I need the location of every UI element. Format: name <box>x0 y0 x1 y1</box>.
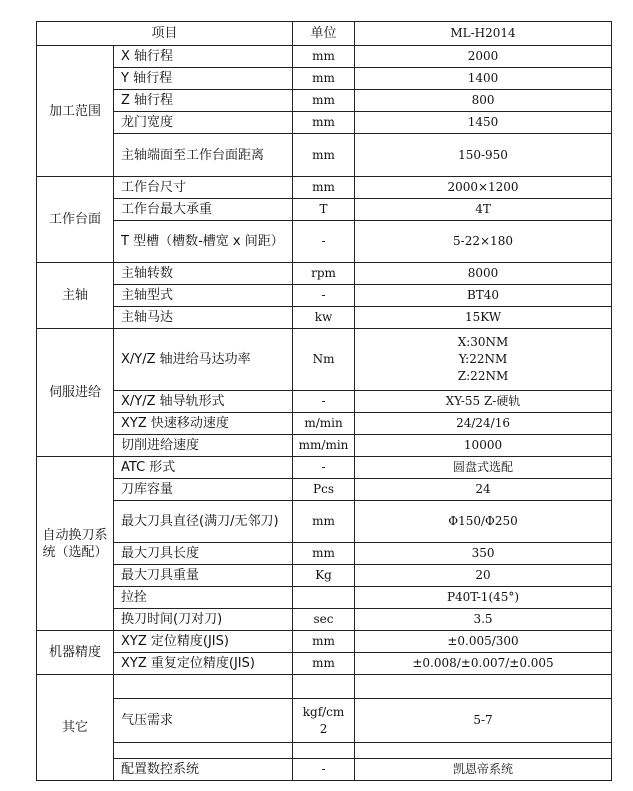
row-item: 气压需求 <box>114 699 293 743</box>
header-unit: 单位 <box>293 22 355 46</box>
spec-sheet <box>36 21 611 781</box>
row-item: 龙门宽度 <box>114 112 293 134</box>
row-value: 24 <box>355 479 612 501</box>
row-unit: sec <box>293 609 355 631</box>
row-unit-empty <box>293 675 355 699</box>
row-item: X 轴行程 <box>114 46 293 68</box>
row-value: 4T <box>355 199 612 221</box>
row-value: 圆盘式选配 <box>355 457 612 479</box>
row-unit: - <box>293 285 355 307</box>
row-unit: - <box>293 391 355 413</box>
group-spindle: 主轴 <box>37 263 114 329</box>
row-unit: mm <box>293 501 355 543</box>
row-value: 5-22×180 <box>355 221 612 263</box>
row-unit: Pcs <box>293 479 355 501</box>
table-row <box>37 479 612 501</box>
group-precision: 机器精度 <box>37 631 114 675</box>
table-row <box>37 501 612 543</box>
row-item: 主轴端面至工作台面距离 <box>114 134 293 177</box>
row-value: 15KW <box>355 307 612 329</box>
row-unit: mm <box>293 631 355 653</box>
table-row <box>37 221 612 263</box>
row-value: 8000 <box>355 263 612 285</box>
row-value: 800 <box>355 90 612 112</box>
feed-motor-z: Z:22NM <box>457 369 509 383</box>
row-unit: mm <box>293 46 355 68</box>
table-row <box>37 391 612 413</box>
row-value: 24/24/16 <box>355 413 612 435</box>
row-value: 2000×1200 <box>355 177 612 199</box>
row-item-empty <box>114 743 293 759</box>
table-row <box>37 743 612 759</box>
group-atc: 自动换刀系统（选配） <box>37 457 114 631</box>
row-value: BT40 <box>355 285 612 307</box>
row-unit: m/min <box>293 413 355 435</box>
row-item: Z 轴行程 <box>114 90 293 112</box>
row-value: ±0.005/300 <box>355 631 612 653</box>
row-value-empty <box>355 675 612 699</box>
row-unit: mm <box>293 177 355 199</box>
table-row <box>37 90 612 112</box>
row-unit: mm <box>293 134 355 177</box>
row-value: 1450 <box>355 112 612 134</box>
row-unit: - <box>293 759 355 781</box>
row-unit-empty <box>293 743 355 759</box>
row-item: 配置数控系统 <box>114 759 293 781</box>
row-unit: mm/min <box>293 435 355 457</box>
header-row <box>37 22 612 46</box>
table-row <box>37 543 612 565</box>
row-unit: T <box>293 199 355 221</box>
table-row <box>37 329 612 391</box>
table-row <box>37 699 612 743</box>
row-unit: mm <box>293 653 355 675</box>
row-item: 最大刀具重量 <box>114 565 293 587</box>
row-unit: mm <box>293 112 355 134</box>
row-value: 350 <box>355 543 612 565</box>
group-servo-feed: 伺服进给 <box>37 329 114 457</box>
row-item: 主轴马达 <box>114 307 293 329</box>
row-unit: mm <box>293 543 355 565</box>
row-unit: mm <box>293 90 355 112</box>
row-item: XYZ 快速移动速度 <box>114 413 293 435</box>
row-unit: mm <box>293 68 355 90</box>
row-value: XY-55 Z-硬轨 <box>355 391 612 413</box>
row-value: 5-7 <box>355 699 612 743</box>
row-value <box>355 329 612 391</box>
table-row <box>37 307 612 329</box>
row-item: 刀库容量 <box>114 479 293 501</box>
feed-motor-x: X:30NM <box>457 335 509 349</box>
row-value: 2000 <box>355 46 612 68</box>
row-item: ATC 形式 <box>114 457 293 479</box>
row-unit: - <box>293 221 355 263</box>
row-value: P40T-1(45°) <box>355 587 612 609</box>
row-value: 150-950 <box>355 134 612 177</box>
row-item: T 型槽（槽数-槽宽 x 间距） <box>114 221 293 263</box>
row-value-empty <box>355 743 612 759</box>
row-unit: kw <box>293 307 355 329</box>
row-item: 主轴转数 <box>114 263 293 285</box>
group-worktable: 工作台面 <box>37 177 114 263</box>
row-item-empty <box>114 675 293 699</box>
row-item: 工作台尺寸 <box>114 177 293 199</box>
table-row <box>37 609 612 631</box>
table-row <box>37 199 612 221</box>
table-row <box>37 46 612 68</box>
row-item: 主轴型式 <box>114 285 293 307</box>
row-item: 拉拴 <box>114 587 293 609</box>
table-row <box>37 413 612 435</box>
table-row <box>37 435 612 457</box>
row-value: 3.5 <box>355 609 612 631</box>
row-item: 最大刀具长度 <box>114 543 293 565</box>
table-row <box>37 177 612 199</box>
table-row <box>37 587 612 609</box>
spec-table <box>36 21 612 781</box>
row-item: XYZ 重复定位精度(JIS) <box>114 653 293 675</box>
row-value: 10000 <box>355 435 612 457</box>
row-item: 最大刀具直径(满刀/无邻刀) <box>114 501 293 543</box>
table-row <box>37 68 612 90</box>
row-item: X/Y/Z 轴导轨形式 <box>114 391 293 413</box>
row-unit: - <box>293 457 355 479</box>
group-machining-range: 加工范围 <box>37 46 114 177</box>
row-item: XYZ 定位精度(JIS) <box>114 631 293 653</box>
row-unit: Nm <box>293 329 355 391</box>
header-item: 项目 <box>37 22 293 46</box>
row-item: 切削进给速度 <box>114 435 293 457</box>
row-unit: Kg <box>293 565 355 587</box>
table-row <box>37 565 612 587</box>
row-item: 工作台最大承重 <box>114 199 293 221</box>
row-unit <box>293 699 355 743</box>
table-row <box>37 112 612 134</box>
table-row <box>37 631 612 653</box>
row-item: 换刀时间(刀对刀) <box>114 609 293 631</box>
header-model: ML-H2014 <box>355 22 612 46</box>
table-row <box>37 759 612 781</box>
row-value: Φ150/Φ250 <box>355 501 612 543</box>
air-unit-line1: kgf/cm <box>302 704 345 719</box>
air-unit-line2: 2 <box>319 721 328 736</box>
row-unit <box>293 587 355 609</box>
row-value: 1400 <box>355 68 612 90</box>
table-row <box>37 457 612 479</box>
row-item: Y 轴行程 <box>114 68 293 90</box>
table-row <box>37 285 612 307</box>
table-row <box>37 675 612 699</box>
row-value: 凯恩帝系统 <box>355 759 612 781</box>
row-unit: rpm <box>293 263 355 285</box>
group-other: 其它 <box>37 675 114 781</box>
feed-motor-y: Y:22NM <box>458 352 508 366</box>
row-value: ±0.008/±0.007/±0.005 <box>355 653 612 675</box>
row-value: 20 <box>355 565 612 587</box>
table-row <box>37 134 612 177</box>
row-item: X/Y/Z 轴进给马达功率 <box>114 329 293 391</box>
table-row <box>37 653 612 675</box>
table-row <box>37 263 612 285</box>
